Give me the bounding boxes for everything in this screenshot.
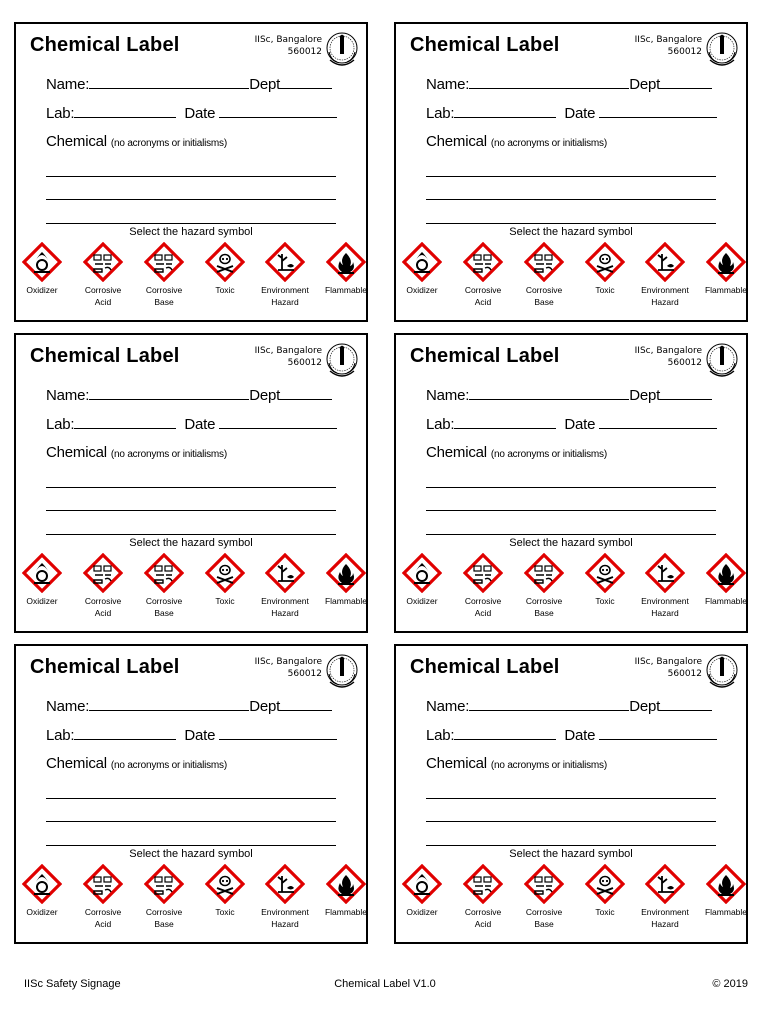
corrosive-acid-icon (455, 242, 511, 282)
corrosive-acid-icon (75, 242, 131, 282)
chemical-note: (no acronyms or initialisms) (110, 138, 227, 149)
select-hazard-prompt: Select the hazard symbol (129, 537, 253, 549)
chemical-line-2[interactable] (426, 821, 716, 822)
name-label: Name: (46, 698, 90, 715)
hazard-name: Corrosive (84, 596, 122, 606)
chemical-label: Chemical (426, 444, 487, 461)
hazard-name: Corrosive (145, 907, 183, 917)
institute-pincode: 560012 (667, 47, 702, 57)
corrosive-base-icon (136, 553, 192, 593)
hazard-name: Toxic (595, 285, 615, 295)
corrosive-acid-icon (75, 553, 131, 593)
hazard-option-corrosive-acid[interactable] (455, 553, 511, 619)
hazard-symbols (396, 242, 748, 307)
chemical-line-3[interactable] (426, 534, 716, 535)
lab-field[interactable] (454, 725, 556, 740)
hazard-option-corrosive-base[interactable] (516, 864, 572, 930)
hazard-option-corrosive-acid[interactable] (75, 864, 131, 930)
hazard-option-corrosive-acid[interactable] (75, 553, 131, 619)
dept-field[interactable] (660, 696, 712, 711)
footer-center: Chemical Label V1.0 (334, 978, 436, 990)
hazard-option-toxic[interactable] (577, 242, 633, 296)
hazard-name: Flammable (704, 285, 748, 295)
hazard-option-corrosive-base[interactable] (136, 864, 192, 930)
chemical-note: (no acronyms or initialisms) (490, 760, 607, 771)
chemical-line-3[interactable] (46, 223, 336, 224)
date-field[interactable] (599, 725, 717, 740)
corrosive-acid-icon (455, 553, 511, 593)
institute-pincode: 560012 (667, 669, 702, 679)
iisc-seal-icon (324, 341, 360, 381)
name-field[interactable] (469, 696, 629, 711)
dept-field[interactable] (280, 696, 332, 711)
hazard-name: Corrosive (525, 907, 563, 917)
corrosive-acid-icon (455, 864, 511, 904)
footer-left: IISc Safety Signage (24, 978, 121, 990)
hazard-name: Oxidizer (26, 596, 58, 606)
environment-hazard-icon (637, 242, 693, 282)
hazard-name: Toxic (595, 907, 615, 917)
select-hazard-prompt: Select the hazard symbol (509, 226, 633, 238)
institute-pincode: 560012 (287, 669, 322, 679)
hazard-option-environment-hazard[interactable] (257, 553, 313, 619)
chemical-label-card (14, 22, 368, 322)
hazard-name: Environment (641, 596, 689, 606)
hazard-name-sub: Acid (94, 919, 112, 929)
hazard-name: Flammable (324, 907, 368, 917)
hazard-name-sub: Hazard (271, 919, 299, 929)
hazard-name: Environment (641, 907, 689, 917)
date-label: Date (184, 727, 216, 744)
corrosive-base-icon (516, 864, 572, 904)
hazard-name-sub: Hazard (651, 919, 679, 929)
hazard-option-oxidizer[interactable] (394, 864, 450, 918)
hazard-option-oxidizer[interactable] (394, 553, 450, 607)
footer-right: © 2019 (712, 978, 748, 990)
hazard-name: Oxidizer (406, 596, 438, 606)
chemical-line-2[interactable] (46, 821, 336, 822)
chemical-label-card (14, 333, 368, 633)
oxidizer-icon (394, 864, 450, 904)
chemical-line-3[interactable] (46, 534, 336, 535)
chemical-line-2[interactable] (426, 199, 716, 200)
chemical-line-3[interactable] (46, 845, 336, 846)
hazard-name-sub: Base (534, 919, 554, 929)
iisc-seal-icon (324, 30, 360, 70)
hazard-name: Corrosive (145, 285, 183, 295)
hazard-option-environment-hazard[interactable] (257, 242, 313, 308)
hazard-name: Toxic (215, 285, 235, 295)
hazard-name-sub: Acid (474, 297, 492, 307)
hazard-name-sub: Acid (474, 919, 492, 929)
chemical-line-2[interactable] (46, 510, 336, 511)
chemical-line-1[interactable] (46, 487, 336, 488)
name-label: Name: (46, 76, 90, 93)
hazard-option-toxic[interactable] (577, 864, 633, 918)
oxidizer-icon (14, 553, 70, 593)
chemical-note: (no acronyms or initialisms) (110, 760, 227, 771)
iisc-seal-icon (704, 30, 740, 70)
date-label: Date (564, 727, 596, 744)
date-label: Date (184, 105, 216, 122)
chemical-line-1[interactable] (426, 487, 716, 488)
corrosive-base-icon (136, 864, 192, 904)
hazard-option-oxidizer[interactable] (14, 553, 70, 607)
dept-label: Dept (629, 387, 661, 404)
name-label: Name: (46, 387, 90, 404)
hazard-name: Oxidizer (26, 285, 58, 295)
hazard-name: Environment (261, 596, 309, 606)
date-field[interactable] (219, 414, 337, 429)
chemical-note: (no acronyms or initialisms) (110, 449, 227, 460)
name-label: Name: (426, 76, 470, 93)
flammable-icon (698, 864, 754, 904)
name-field[interactable] (89, 385, 249, 400)
dept-field[interactable] (280, 74, 332, 89)
iisc-seal-icon (324, 652, 360, 692)
institute-name: IISc, Bangalore (254, 657, 322, 667)
flammable-icon (318, 553, 374, 593)
hazard-option-flammable[interactable] (318, 242, 374, 296)
select-hazard-prompt: Select the hazard symbol (509, 537, 633, 549)
hazard-name: Corrosive (145, 596, 183, 606)
date-field[interactable] (219, 103, 337, 118)
toxic-icon (577, 864, 633, 904)
oxidizer-icon (14, 864, 70, 904)
hazard-option-toxic[interactable] (197, 242, 253, 296)
hazard-name: Flammable (324, 285, 368, 295)
date-label: Date (184, 416, 216, 433)
hazard-name: Toxic (215, 596, 235, 606)
hazard-name: Environment (641, 285, 689, 295)
chemical-line-1[interactable] (426, 176, 716, 177)
hazard-option-toxic[interactable] (197, 864, 253, 918)
environment-hazard-icon (637, 553, 693, 593)
institute-name: IISc, Bangalore (634, 35, 702, 45)
flammable-icon (318, 864, 374, 904)
institute-info (202, 34, 322, 58)
chemical-note: (no acronyms or initialisms) (490, 449, 607, 460)
hazard-name: Flammable (704, 907, 748, 917)
hazard-name: Toxic (595, 596, 615, 606)
chemical-label: Chemical (46, 133, 107, 150)
hazard-name-sub: Base (154, 297, 174, 307)
chemical-label-card (14, 644, 368, 944)
hazard-name-sub: Hazard (271, 608, 299, 618)
label-title: Chemical Label (410, 345, 560, 367)
label-title: Chemical Label (30, 345, 180, 367)
lab-field[interactable] (74, 725, 176, 740)
lab-label: Lab: (426, 105, 455, 122)
hazard-name: Oxidizer (406, 285, 438, 295)
chemical-label: Chemical (426, 133, 487, 150)
institute-pincode: 560012 (667, 358, 702, 368)
corrosive-base-icon (516, 242, 572, 282)
name-label: Name: (426, 698, 470, 715)
institute-pincode: 560012 (287, 358, 322, 368)
dept-field[interactable] (660, 74, 712, 89)
toxic-icon (197, 864, 253, 904)
lab-field[interactable] (74, 414, 176, 429)
chemical-line-2[interactable] (426, 510, 716, 511)
lab-label: Lab: (46, 727, 75, 744)
hazard-option-oxidizer[interactable] (14, 864, 70, 918)
chemical-line-1[interactable] (46, 798, 336, 799)
hazard-option-corrosive-acid[interactable] (75, 242, 131, 308)
name-field[interactable] (89, 696, 249, 711)
environment-hazard-icon (257, 553, 313, 593)
oxidizer-icon (394, 242, 450, 282)
iisc-seal-icon (704, 652, 740, 692)
dept-label: Dept (249, 387, 281, 404)
flammable-icon (698, 553, 754, 593)
chemical-line-1[interactable] (426, 798, 716, 799)
select-hazard-prompt: Select the hazard symbol (509, 848, 633, 860)
hazard-name: Oxidizer (26, 907, 58, 917)
select-hazard-prompt: Select the hazard symbol (129, 848, 253, 860)
hazard-name: Corrosive (525, 285, 563, 295)
lab-label: Lab: (426, 727, 455, 744)
hazard-option-environment-hazard[interactable] (637, 864, 693, 930)
chemical-line-2[interactable] (46, 199, 336, 200)
hazard-name-sub: Hazard (651, 297, 679, 307)
hazard-name-sub: Base (534, 608, 554, 618)
chemical-label: Chemical (46, 755, 107, 772)
name-field[interactable] (89, 74, 249, 89)
hazard-name: Flammable (704, 596, 748, 606)
hazard-name: Corrosive (84, 907, 122, 917)
hazard-option-environment-hazard[interactable] (637, 553, 693, 619)
hazard-name: Corrosive (525, 596, 563, 606)
hazard-name: Corrosive (464, 285, 502, 295)
iisc-seal-icon (704, 341, 740, 381)
hazard-option-corrosive-base[interactable] (136, 553, 192, 619)
lab-label: Lab: (46, 105, 75, 122)
hazard-symbols (16, 864, 368, 929)
institute-name: IISc, Bangalore (634, 346, 702, 356)
lab-label: Lab: (426, 416, 455, 433)
hazard-option-toxic[interactable] (577, 553, 633, 607)
hazard-option-flammable[interactable] (698, 242, 754, 296)
hazard-option-corrosive-acid[interactable] (455, 864, 511, 930)
select-hazard-prompt: Select the hazard symbol (129, 226, 253, 238)
institute-name: IISc, Bangalore (634, 657, 702, 667)
chemical-label: Chemical (46, 444, 107, 461)
institute-info (582, 34, 702, 58)
date-label: Date (564, 105, 596, 122)
environment-hazard-icon (257, 242, 313, 282)
hazard-name: Environment (261, 907, 309, 917)
hazard-option-environment-hazard[interactable] (257, 864, 313, 930)
chemical-line-3[interactable] (426, 845, 716, 846)
environment-hazard-icon (637, 864, 693, 904)
hazard-name-sub: Acid (94, 608, 112, 618)
dept-label: Dept (249, 76, 281, 93)
dept-label: Dept (249, 698, 281, 715)
institute-info (202, 656, 322, 680)
hazard-name-sub: Acid (474, 608, 492, 618)
hazard-option-corrosive-base[interactable] (516, 553, 572, 619)
institute-pincode: 560012 (287, 47, 322, 57)
date-field[interactable] (219, 725, 337, 740)
chemical-label-card (394, 333, 748, 633)
institute-info (202, 345, 322, 369)
corrosive-base-icon (516, 553, 572, 593)
name-field[interactable] (469, 385, 629, 400)
hazard-name-sub: Base (534, 297, 554, 307)
label-title: Chemical Label (30, 34, 180, 56)
hazard-name-sub: Acid (94, 297, 112, 307)
corrosive-acid-icon (75, 864, 131, 904)
hazard-name: Corrosive (464, 907, 502, 917)
hazard-name-sub: Hazard (651, 608, 679, 618)
chemical-label-card (394, 644, 748, 944)
hazard-symbols (16, 553, 368, 618)
hazard-option-corrosive-base[interactable] (136, 242, 192, 308)
lab-field[interactable] (454, 103, 556, 118)
lab-field[interactable] (74, 103, 176, 118)
hazard-name: Corrosive (464, 596, 502, 606)
institute-info (582, 656, 702, 680)
label-title: Chemical Label (410, 656, 560, 678)
oxidizer-icon (14, 242, 70, 282)
hazard-symbols (396, 864, 748, 929)
date-field[interactable] (599, 103, 717, 118)
hazard-name: Corrosive (84, 285, 122, 295)
chemical-line-1[interactable] (46, 176, 336, 177)
hazard-name: Toxic (215, 907, 235, 917)
date-label: Date (564, 416, 596, 433)
hazard-name-sub: Base (154, 919, 174, 929)
oxidizer-icon (394, 553, 450, 593)
hazard-name: Environment (261, 285, 309, 295)
hazard-name: Oxidizer (406, 907, 438, 917)
hazard-option-oxidizer[interactable] (394, 242, 450, 296)
chemical-line-3[interactable] (426, 223, 716, 224)
hazard-name-sub: Base (154, 608, 174, 618)
chemical-label: Chemical (426, 755, 487, 772)
dept-field[interactable] (280, 385, 332, 400)
dept-label: Dept (629, 76, 661, 93)
hazard-option-corrosive-base[interactable] (516, 242, 572, 308)
lab-label: Lab: (46, 416, 75, 433)
name-field[interactable] (469, 74, 629, 89)
hazard-symbols (16, 242, 368, 307)
institute-name: IISc, Bangalore (254, 346, 322, 356)
toxic-icon (577, 553, 633, 593)
institute-name: IISc, Bangalore (254, 35, 322, 45)
hazard-symbols (396, 553, 748, 618)
lab-field[interactable] (454, 414, 556, 429)
corrosive-base-icon (136, 242, 192, 282)
chemical-note: (no acronyms or initialisms) (490, 138, 607, 149)
hazard-name: Flammable (324, 596, 368, 606)
toxic-icon (577, 242, 633, 282)
chemical-label-card (394, 22, 748, 322)
hazard-option-environment-hazard[interactable] (637, 242, 693, 308)
hazard-option-flammable[interactable] (318, 553, 374, 607)
flammable-icon (698, 242, 754, 282)
dept-label: Dept (629, 698, 661, 715)
hazard-name-sub: Hazard (271, 297, 299, 307)
date-field[interactable] (599, 414, 717, 429)
hazard-option-oxidizer[interactable] (14, 242, 70, 296)
flammable-icon (318, 242, 374, 282)
label-title: Chemical Label (410, 34, 560, 56)
label-title: Chemical Label (30, 656, 180, 678)
hazard-option-toxic[interactable] (197, 553, 253, 607)
hazard-option-flammable[interactable] (698, 553, 754, 607)
hazard-option-corrosive-acid[interactable] (455, 242, 511, 308)
institute-info (582, 345, 702, 369)
toxic-icon (197, 553, 253, 593)
hazard-option-flammable[interactable] (698, 864, 754, 918)
dept-field[interactable] (660, 385, 712, 400)
toxic-icon (197, 242, 253, 282)
environment-hazard-icon (257, 864, 313, 904)
name-label: Name: (426, 387, 470, 404)
hazard-option-flammable[interactable] (318, 864, 374, 918)
